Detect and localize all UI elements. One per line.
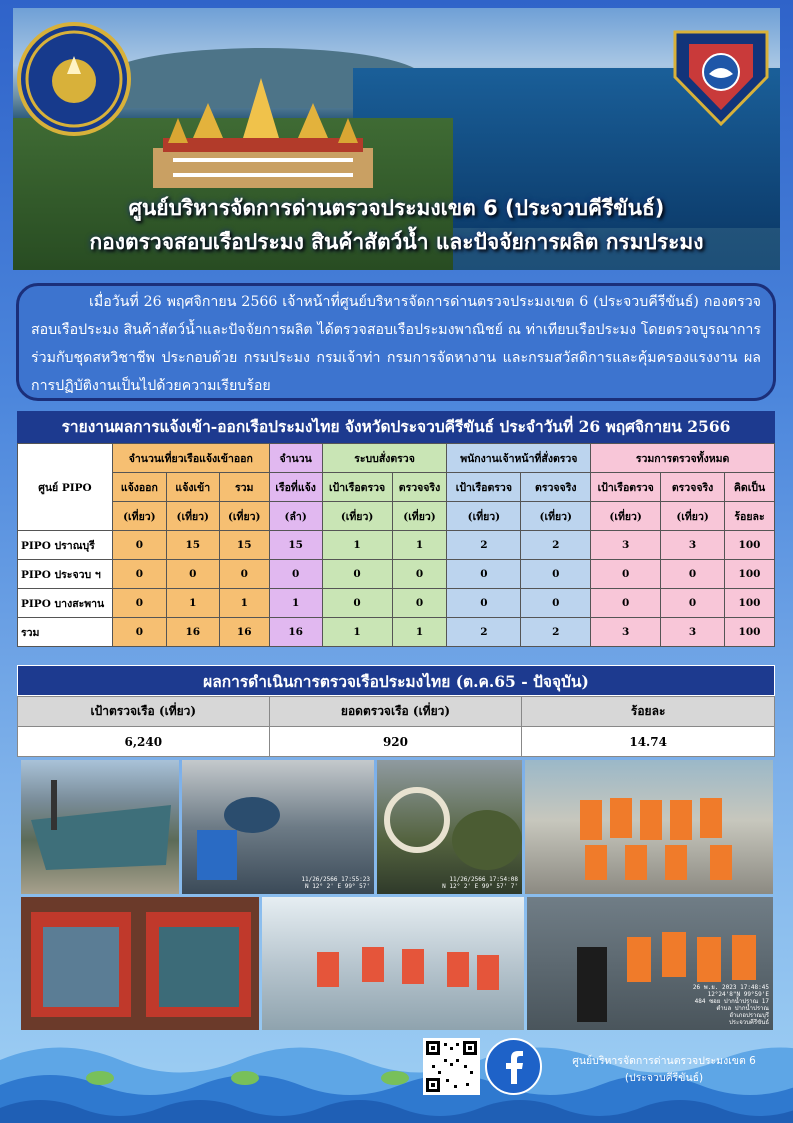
photo-crew-lineup — [525, 760, 773, 894]
unit-trips: (เที่ยว) — [447, 502, 521, 531]
cell-tot-target: 3 — [591, 531, 661, 560]
unit-trips: (เที่ยว) — [166, 502, 219, 531]
sub-header-sys-target: เป้าเรือตรวจ — [322, 473, 392, 502]
unit-trips: (เที่ยว) — [392, 502, 447, 531]
unit-boats: (ลำ) — [269, 502, 322, 531]
cell-tot-target: 0 — [591, 589, 661, 618]
total-group-header: รวมการตรวจทั้งหมด — [591, 444, 775, 473]
cell-sum: 1 — [219, 589, 269, 618]
summary-header-checked: ยอดตรวจเรือ (เที่ยว) — [269, 697, 522, 727]
sub-header-out: แจ้งออก — [112, 473, 166, 502]
photo-timestamp: 26 พ.ย. 2023 17:48:45 12°24'8"N 99°59'E 484 ซอย ปากน้ำปราณ 17 ตำบล ปากน้ำปราณ อำเภอปราณบุรี ประจวบคีรีขันธ์ — [692, 984, 769, 1026]
cell-off-actual: 2 — [521, 531, 591, 560]
cell-pct: 100 — [725, 618, 775, 647]
banner-title-line1: ศูนย์บริหารจัดการด่านตรวจประมงเขต 6 (ประจวบคีรีขันธ์) — [128, 196, 665, 220]
footer-line1: ศูนย์บริหารจัดการด่านตรวจประมงเขต 6 — [572, 1055, 756, 1067]
summary-table — [17, 696, 775, 757]
unit-trips: (เที่ยว) — [521, 502, 591, 531]
cell-out: 0 — [112, 531, 166, 560]
intro-text: เมื่อวันที่ 26 พฤศจิกายน 2566 เจ้าหน้าที่ศูนย์บริหารจัดการด่านตรวจประมงเขต 6 (ประจวบคีรีขันธ์) กองตรวจสอบเรือประมง สินค้าสัตว์น้ำและปัจจัยการผลิต ได้ตรวจสอบเรือประมงพาณิชย์ ณ ท่าเทียบเรือประมง โดยตรวจบูรณาการร่วมกับชุดสหวิชาชีพ ประกอบด้วย กรมประมง กรมเจ้าท่า กรมการจัดหางาน และกรมสวัสดิการและคุ้มครองแรงงาน ผลการปฏิบัติงานเป็นไปด้วยความเรียบร้อย — [31, 294, 761, 394]
cell-sys-target: 1 — [322, 531, 392, 560]
photo-fish-hold — [21, 897, 259, 1030]
cell-sys-actual: 1 — [392, 531, 447, 560]
photo-inspection-interview — [527, 897, 773, 1030]
cell-name: PIPO ประจวบ ฯ — [18, 560, 113, 589]
summary-value-checked: 920 — [269, 727, 522, 757]
sub-header-tot-actual: ตรวจจริง — [661, 473, 725, 502]
table-row — [18, 531, 775, 560]
footer-text — [548, 1053, 780, 1087]
photo-crew-documents — [262, 897, 524, 1030]
cell-off-actual: 0 — [521, 589, 591, 618]
unit-trips: (เที่ยว) — [661, 502, 725, 531]
cell-off-actual: 2 — [521, 618, 591, 647]
cell-boats: 1 — [269, 589, 322, 618]
photo-timestamp: 11/26/2566 17:55:23 N 12° 2' E 99° 57' — [301, 876, 370, 890]
cell-out: 0 — [112, 589, 166, 618]
cell-out: 0 — [112, 560, 166, 589]
footer-line2: (ประจวบคีรีขันธ์) — [624, 1072, 704, 1084]
cell-tot-target: 0 — [591, 560, 661, 589]
sub-header-in: แจ้งเข้า — [166, 473, 219, 502]
qr-code[interactable] — [423, 1038, 480, 1095]
cell-tot-actual: 3 — [661, 531, 725, 560]
sub-header-off-target: เป้าเรือตรวจ — [447, 473, 521, 502]
sub-header-sum: รวม — [219, 473, 269, 502]
cell-pct: 100 — [725, 531, 775, 560]
cell-name: PIPO ปราณบุรี — [18, 531, 113, 560]
cell-off-target: 0 — [447, 589, 521, 618]
banner — [13, 8, 780, 270]
notify-group-header: จำนวนเที่ยวเรือแจ้งเข้าออก — [112, 444, 269, 473]
cell-tot-actual: 0 — [661, 589, 725, 618]
unit-trips: (เที่ยว) — [112, 502, 166, 531]
order-group-header: ระบบสั่งตรวจ — [322, 444, 447, 473]
cell-boats: 15 — [269, 531, 322, 560]
cell-off-target: 0 — [447, 560, 521, 589]
cell-sys-actual: 0 — [392, 589, 447, 618]
temple-illustration — [133, 78, 393, 198]
intro-paragraph — [16, 283, 776, 401]
cell-pct: 100 — [725, 560, 775, 589]
cell-in: 16 — [166, 618, 219, 647]
cell-in: 0 — [166, 560, 219, 589]
cell-sys-actual: 0 — [392, 560, 447, 589]
photo-timestamp: 11/26/2566 17:54:08 N 12° 2' E 99° 57' 7' — [442, 876, 518, 890]
cell-sys-target: 0 — [322, 589, 392, 618]
photo-collage — [21, 760, 773, 1030]
report-table — [17, 443, 775, 647]
report-title: รายงานผลการแจ้งเข้า-ออกเรือประมงไทย จังหวัดประจวบคีรีขันธ์ ประจำวันที่ 26 พฤศจิกายน 2566 — [17, 411, 775, 443]
cell-tot-actual: 3 — [661, 618, 725, 647]
cell-out: 0 — [112, 618, 166, 647]
photo-fishing-nets — [377, 760, 522, 894]
cell-in: 15 — [166, 531, 219, 560]
cell-sum: 0 — [219, 560, 269, 589]
count-group-header: จำนวน — [269, 444, 322, 473]
officer-group-header: พนักงานเจ้าหน้าที่สั่งตรวจ — [447, 444, 591, 473]
facebook-icon[interactable] — [485, 1038, 542, 1095]
table-row — [18, 618, 775, 647]
unit-trips: (เที่ยว) — [219, 502, 269, 531]
unit-trips: (เที่ยว) — [322, 502, 392, 531]
cell-name: PIPO บางสะพาน — [18, 589, 113, 618]
cell-boats: 0 — [269, 560, 322, 589]
cell-sum: 16 — [219, 618, 269, 647]
summary-header-target: เป้าตรวจเรือ (เที่ยว) — [18, 697, 270, 727]
cell-pct: 100 — [725, 589, 775, 618]
cell-off-target: 2 — [447, 531, 521, 560]
sub-header-off-actual: ตรวจจริง — [521, 473, 591, 502]
sub-header-tot-target: เป้าเรือตรวจ — [591, 473, 661, 502]
photo-deck-barrels — [182, 760, 374, 894]
cell-sys-actual: 1 — [392, 618, 447, 647]
summary-value-percent: 14.74 — [522, 727, 775, 757]
summary-header-percent: ร้อยละ — [522, 697, 775, 727]
unit-pct: ร้อยละ — [725, 502, 775, 531]
table-row — [18, 560, 775, 589]
summary-value-target: 6,240 — [18, 727, 270, 757]
cell-name: รวม — [18, 618, 113, 647]
photo-boat-hull — [21, 760, 179, 894]
cell-off-target: 2 — [447, 618, 521, 647]
cell-boats: 16 — [269, 618, 322, 647]
sub-header-sys-actual: ตรวจจริง — [392, 473, 447, 502]
table-row — [18, 589, 775, 618]
summary-title: ผลการดำเนินการตรวจเรือประมงไทย (ต.ค.65 - ปัจจุบัน) — [17, 665, 775, 696]
cell-tot-target: 3 — [591, 618, 661, 647]
fishery-inspection-badge-logo — [667, 22, 775, 126]
banner-title-line2: กองตรวจสอบเรือประมง สินค้าสัตว์น้ำ และปัจจัยการผลิต กรมประมง — [89, 230, 704, 254]
cell-in: 1 — [166, 589, 219, 618]
center-header: ศูนย์ PIPO — [18, 444, 113, 531]
cell-sum: 15 — [219, 531, 269, 560]
cell-tot-actual: 0 — [661, 560, 725, 589]
unit-trips: (เที่ยว) — [591, 502, 661, 531]
cell-sys-target: 1 — [322, 618, 392, 647]
cell-off-actual: 0 — [521, 560, 591, 589]
sub-header-pct: คิดเป็น — [725, 473, 775, 502]
department-seal-logo — [17, 22, 131, 136]
sub-header-boats: เรือที่แจ้ง — [269, 473, 322, 502]
cell-sys-target: 0 — [322, 560, 392, 589]
